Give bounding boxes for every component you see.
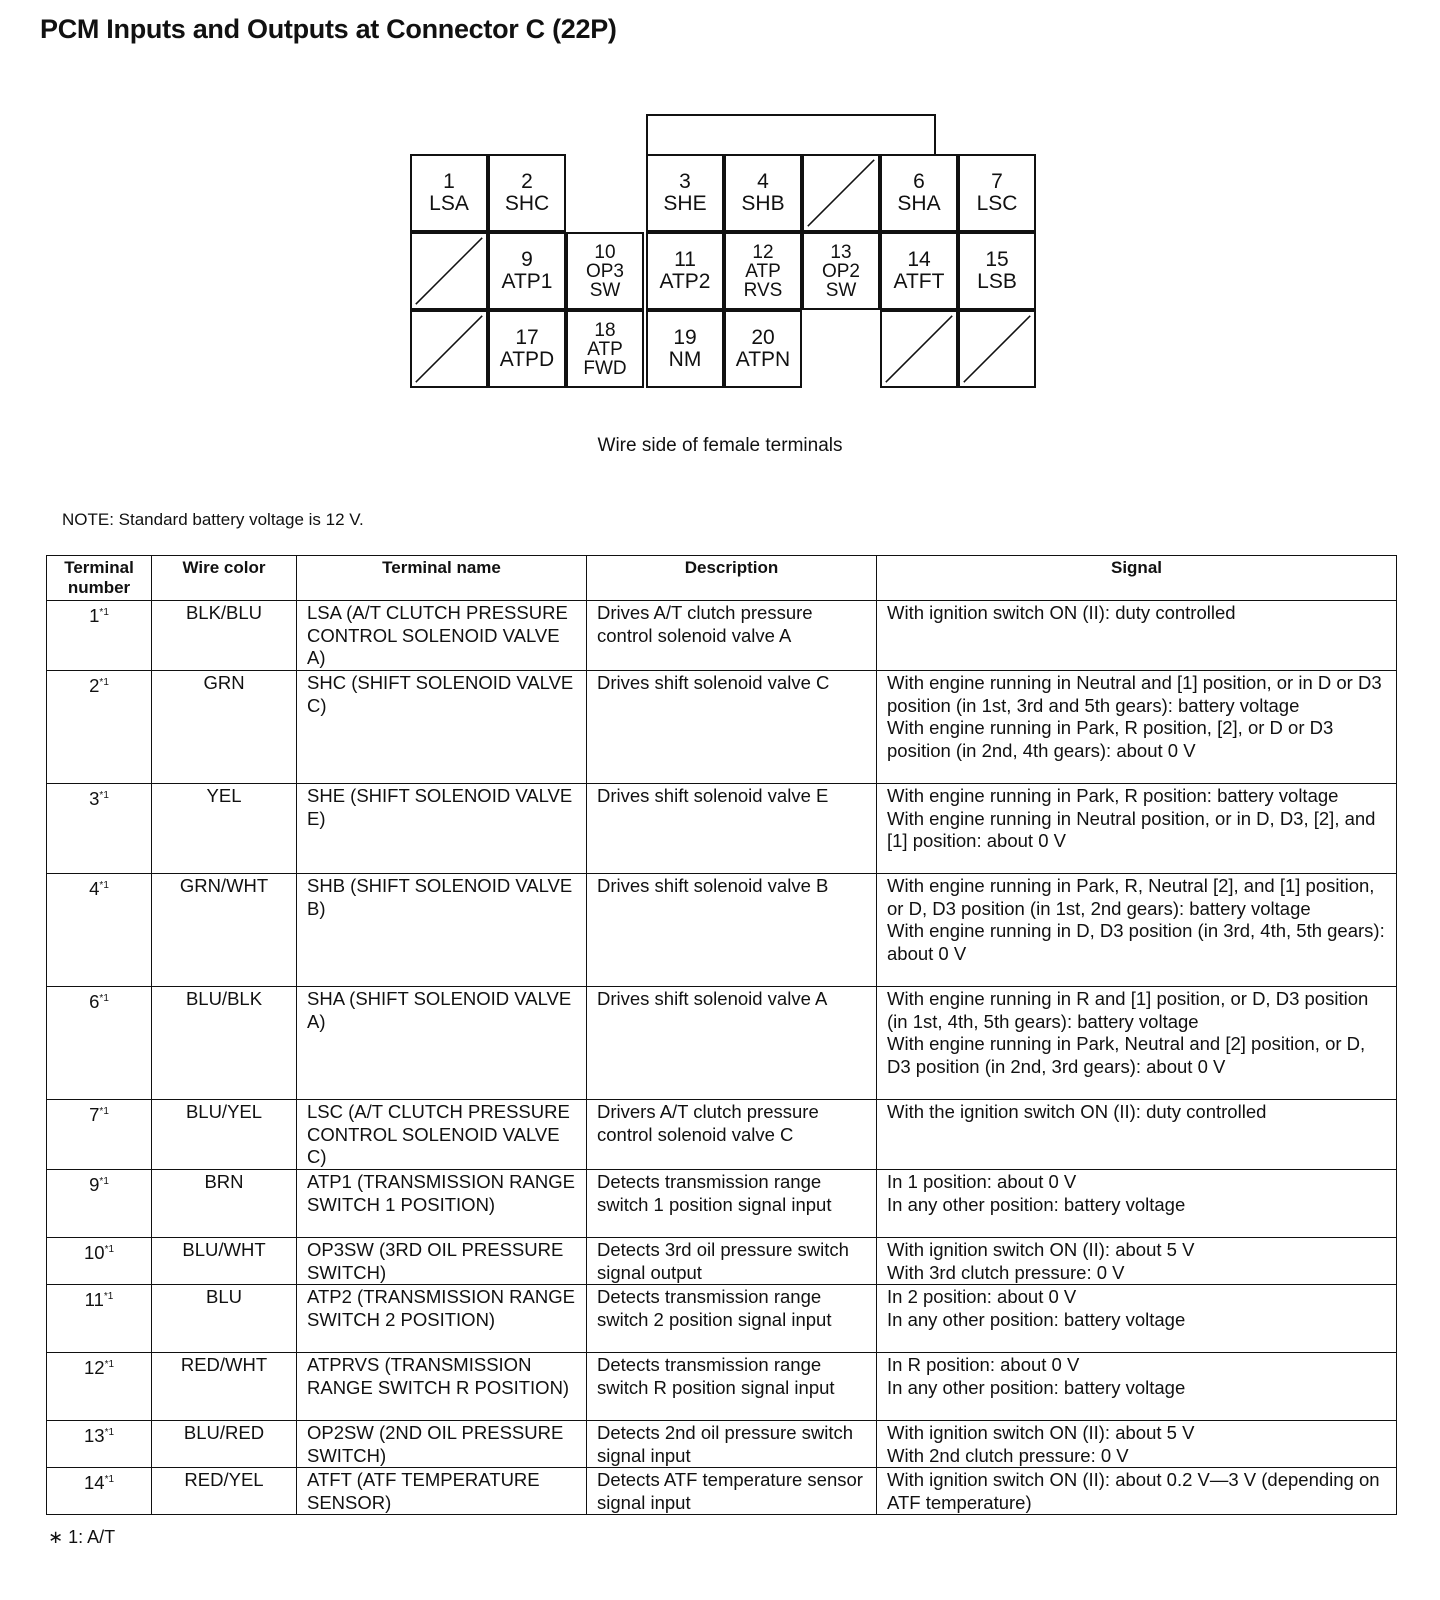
connector-terminal-7: [958, 154, 1036, 232]
terminal-label: LSA: [429, 192, 469, 215]
terminal-number: 17: [515, 326, 539, 349]
terminal-label: SHB: [741, 192, 785, 215]
signal-line: With engine running in Neutral position, or in D, D3, [2], and [1] position: about 0 V: [887, 807, 1376, 851]
terminal-number-cell: [47, 1468, 152, 1515]
table-row: [47, 1421, 1397, 1468]
voltage-note: NOTE: Standard battery voltage is 12 V.: [62, 510, 364, 529]
connector-terminal-6: [880, 154, 958, 232]
connector-terminal-17: [488, 310, 566, 388]
description-cell: Drives shift solenoid valve C: [587, 671, 877, 784]
terminal-label-line2: SW: [589, 279, 621, 301]
description-cell: Detects transmission range switch 1 position signal input: [587, 1170, 877, 1238]
footnote-mark: *1: [99, 607, 109, 618]
terminal-label: OP2: [821, 260, 861, 282]
table-row: [47, 874, 1397, 987]
connector-terminal-18: [566, 310, 644, 388]
table-row: [47, 1100, 1397, 1170]
footnote-mark: *1: [99, 880, 109, 891]
empty-cavity-slash-icon: [804, 156, 878, 230]
terminal-label: LSB: [977, 270, 1017, 293]
footnote-mark: *1: [104, 1427, 115, 1438]
description-cell: Drivers A/T clutch pressure control solenoid valve C: [587, 1100, 877, 1170]
connector-diagram: [410, 114, 1042, 394]
connector-terminal-19: [646, 310, 724, 388]
footnote-mark: *1: [99, 677, 109, 688]
terminal-number: 13: [830, 241, 852, 263]
connector-terminal-4: [724, 154, 802, 232]
signal-line: With ignition switch ON (II): about 5 V: [887, 1422, 1195, 1443]
table-row: [47, 987, 1397, 1100]
connector-empty-cavity: [410, 232, 488, 310]
terminal-name-cell: SHA (SHIFT SOLENOID VALVE A): [297, 987, 587, 1100]
description-cell: Drives shift solenoid valve B: [587, 874, 877, 987]
connector-terminal-2: [488, 154, 566, 232]
terminal-number: 2: [89, 675, 100, 697]
connector-empty-cavity: [802, 154, 880, 232]
footnote-mark: *1: [99, 790, 109, 801]
terminal-label: OP3: [585, 260, 625, 282]
terminal-label: LSC: [976, 192, 1018, 215]
terminal-label: SHE: [663, 192, 707, 215]
terminal-number-cell: [47, 784, 152, 874]
signal-cell: [877, 1100, 1397, 1170]
wire-color-cell: YEL: [152, 784, 297, 874]
signal-line: In 2 position: about 0 V: [887, 1286, 1077, 1307]
connector-terminal-9: [488, 232, 566, 310]
terminal-number: 19: [673, 326, 697, 349]
terminal-name-cell: ATP2 (TRANSMISSION RANGE SWITCH 2 POSITION): [297, 1285, 587, 1353]
connector-terminal-20: [724, 310, 802, 388]
terminal-number: 10: [594, 241, 616, 263]
page-title: PCM Inputs and Outputs at Connector C (22P): [40, 14, 617, 44]
signal-line: With 2nd clutch pressure: 0 V: [887, 1444, 1129, 1466]
signal-line: With engine running in R and [1] position, or D, D3 position (in 1st, 4th, 5th gears): battery voltage: [887, 988, 1369, 1032]
terminal-number-cell: [47, 1353, 152, 1421]
connector-empty-cavity: [880, 310, 958, 388]
connector-terminal-13: [802, 232, 880, 310]
terminal-number: 11: [84, 1289, 104, 1311]
terminal-number: 12: [752, 241, 774, 263]
wire-color-cell: BLU/YEL: [152, 1100, 297, 1170]
signal-line: With the ignition switch ON (II): duty controlled: [887, 1101, 1267, 1122]
signal-cell: [877, 784, 1397, 874]
terminal-number-cell: [47, 671, 152, 784]
table-row: [47, 1468, 1397, 1515]
terminal-number-cell: [47, 601, 152, 671]
wire-color-cell: GRN/WHT: [152, 874, 297, 987]
terminal-name-cell: SHE (SHIFT SOLENOID VALVE E): [297, 784, 587, 874]
footnote-mark: *1: [99, 1106, 109, 1117]
connector-latch: [646, 114, 936, 156]
terminal-number: 11: [674, 248, 696, 271]
signal-line: In 1 position: about 0 V: [887, 1171, 1077, 1192]
terminal-name-cell: OP2SW (2ND OIL PRESSURE SWITCH): [297, 1421, 587, 1468]
terminal-number: 14: [907, 248, 931, 271]
connector-empty-cavity: [958, 310, 1036, 388]
empty-cavity-slash-icon: [412, 312, 486, 386]
signal-cell: [877, 874, 1397, 987]
wire-color-cell: BRN: [152, 1170, 297, 1238]
wire-color-cell: RED/WHT: [152, 1353, 297, 1421]
connector-terminal-14: [880, 232, 958, 310]
terminal-name-cell: OP3SW (3RD OIL PRESSURE SWITCH): [297, 1238, 587, 1285]
terminal-number-cell: [47, 1421, 152, 1468]
signal-cell: [877, 1353, 1397, 1421]
terminal-name-cell: ATPRVS (TRANSMISSION RANGE SWITCH R POSITION): [297, 1353, 587, 1421]
signal-line: In any other position: battery voltage: [887, 1376, 1186, 1398]
terminal-number: 4: [757, 170, 769, 193]
footnote-mark: *1: [99, 993, 109, 1004]
connector-terminal-11: [646, 232, 724, 310]
connector-terminal-15: [958, 232, 1036, 310]
connector-terminal-1: [410, 154, 488, 232]
footnote-mark: *1: [103, 1291, 114, 1302]
terminal-number: 14: [83, 1472, 105, 1494]
table-row: [47, 671, 1397, 784]
description-cell: Detects 2nd oil pressure switch signal input: [587, 1421, 877, 1468]
terminal-number-cell: [47, 1100, 152, 1170]
table-row: [47, 784, 1397, 874]
signal-line: With engine running in Park, R position: battery voltage: [887, 785, 1339, 806]
terminal-number: 20: [751, 326, 775, 349]
empty-cavity-slash-icon: [882, 312, 956, 386]
wire-color-cell: BLU/BLK: [152, 987, 297, 1100]
empty-cavity-slash-icon: [412, 234, 486, 308]
header-wire-color: Wire color: [152, 556, 297, 601]
terminal-number: 6: [913, 170, 925, 193]
terminal-name-cell: SHC (SHIFT SOLENOID VALVE C): [297, 671, 587, 784]
terminal-number: 9: [89, 1174, 100, 1196]
terminal-number-cell: [47, 1285, 152, 1353]
terminal-label: ATP2: [659, 270, 711, 293]
description-cell: Detects 3rd oil pressure switch signal output: [587, 1238, 877, 1285]
terminal-name-cell: LSC (A/T CLUTCH PRESSURE CONTROL SOLENOID VALVE C): [297, 1100, 587, 1170]
terminal-label: ATP1: [501, 270, 553, 293]
signal-line: In R position: about 0 V: [887, 1354, 1080, 1375]
wire-color-cell: BLU/RED: [152, 1421, 297, 1468]
description-cell: Drives A/T clutch pressure control solenoid valve A: [587, 601, 877, 671]
terminal-number: 1: [89, 605, 100, 627]
wire-color-cell: BLU/WHT: [152, 1238, 297, 1285]
terminal-number: 9: [521, 248, 533, 271]
signal-line: In any other position: battery voltage: [887, 1193, 1186, 1215]
terminal-label: NM: [668, 348, 702, 371]
terminal-label: SHC: [504, 192, 550, 215]
terminal-label-line2: FWD: [583, 357, 627, 379]
terminal-number: 1: [443, 170, 455, 193]
wire-color-cell: GRN: [152, 671, 297, 784]
table-row: [47, 1170, 1397, 1238]
connector-terminal-12: [724, 232, 802, 310]
terminal-label-line2: RVS: [743, 279, 783, 301]
wire-color-cell: BLU: [152, 1285, 297, 1353]
footnote: ∗ 1: A/T: [48, 1527, 116, 1547]
terminal-number: 13: [83, 1425, 105, 1447]
table-row: [47, 601, 1397, 671]
terminal-label-line2: SW: [825, 279, 857, 301]
wire-color-cell: BLK/BLU: [152, 601, 297, 671]
terminal-label: ATPN: [735, 348, 791, 371]
description-cell: Drives shift solenoid valve E: [587, 784, 877, 874]
footnote-mark: *1: [104, 1244, 115, 1255]
table-row: [47, 1353, 1397, 1421]
signal-line: With engine running in D, D3 position (in 3rd, 4th, 5th gears): about 0 V: [887, 920, 1385, 964]
signal-line: With engine running in Neutral and [1] position, or in D or D3 position (in 1st, 3rd and 5th gears): battery voltage: [887, 672, 1382, 716]
signal-cell: [877, 1285, 1397, 1353]
connector-terminal-10: [566, 232, 644, 310]
signal-line: With ignition switch ON (II): about 0.2 V—3 V (depending on ATF temperature): [887, 1469, 1380, 1513]
signal-cell: [877, 1170, 1397, 1238]
footnote-mark: *1: [104, 1474, 115, 1485]
signal-cell: [877, 1421, 1397, 1468]
terminal-number: 10: [83, 1242, 105, 1264]
table-row: [47, 1285, 1397, 1353]
signal-line: With ignition switch ON (II): about 5 V: [887, 1239, 1195, 1260]
description-cell: Drives shift solenoid valve A: [587, 987, 877, 1100]
empty-cavity-slash-icon: [960, 312, 1034, 386]
description-cell: Detects ATF temperature sensor signal input: [587, 1468, 877, 1515]
signal-line: With 3rd clutch pressure: 0 V: [887, 1261, 1125, 1283]
signal-line: With engine running in Park, R position, [2], or D or D3 position (in 2nd, 4th gears): about 0 V: [887, 717, 1334, 761]
terminal-number-cell: [47, 987, 152, 1100]
header-terminal-number: Terminal number: [47, 556, 152, 601]
connector-terminal-3: [646, 154, 724, 232]
terminal-label: ATP: [745, 260, 781, 282]
terminal-number-cell: [47, 1170, 152, 1238]
header-terminal-name: Terminal name: [297, 556, 587, 601]
description-cell: Detects transmission range switch 2 position signal input: [587, 1285, 877, 1353]
signal-cell: [877, 1468, 1397, 1515]
header-signal: Signal: [877, 556, 1397, 601]
terminal-name-cell: ATP1 (TRANSMISSION RANGE SWITCH 1 POSITION): [297, 1170, 587, 1238]
terminal-number-cell: [47, 874, 152, 987]
terminal-name-cell: LSA (A/T CLUTCH PRESSURE CONTROL SOLENOID VALVE A): [297, 601, 587, 671]
header-description: Description: [587, 556, 877, 601]
terminal-label: ATPD: [499, 348, 555, 371]
signal-cell: [877, 601, 1397, 671]
terminal-number: 7: [991, 170, 1003, 193]
terminal-number: 3: [89, 788, 100, 810]
terminal-number: 18: [594, 319, 616, 341]
table-row: [47, 1238, 1397, 1285]
terminal-name-cell: SHB (SHIFT SOLENOID VALVE B): [297, 874, 587, 987]
terminal-number-cell: [47, 1238, 152, 1285]
footnote-mark: *1: [104, 1359, 115, 1370]
signal-line: With engine running in Park, Neutral and [2] position, or D, D3 position (in 2nd, 3rd gears): about 0 V: [887, 1033, 1366, 1077]
signal-line: In any other position: battery voltage: [887, 1308, 1186, 1330]
signal-cell: [877, 1238, 1397, 1285]
terminal-number: 2: [521, 170, 533, 193]
terminal-number: 15: [985, 248, 1009, 271]
terminal-table: [46, 555, 1397, 1515]
terminal-label: ATP: [587, 338, 623, 360]
terminal-name-cell: ATFT (ATF TEMPERATURE SENSOR): [297, 1468, 587, 1515]
footnote-mark: *1: [99, 1176, 109, 1187]
signal-cell: [877, 987, 1397, 1100]
description-cell: Detects transmission range switch R position signal input: [587, 1353, 877, 1421]
signal-line: With engine running in Park, R, Neutral [2], and [1] position, or D, D3 position (in 1st, 2nd gears): battery voltage: [887, 875, 1375, 919]
terminal-number: 12: [83, 1357, 105, 1379]
terminal-number: 7: [89, 1104, 100, 1126]
terminal-label: ATFT: [893, 270, 945, 293]
diagram-caption: Wire side of female terminals: [597, 435, 843, 456]
signal-cell: [877, 671, 1397, 784]
terminal-number: 6: [89, 991, 100, 1013]
terminal-number: 3: [679, 170, 691, 193]
table-header-row: [47, 556, 1397, 601]
connector-empty-cavity: [410, 310, 488, 388]
terminal-number: 4: [89, 878, 100, 900]
terminal-label: SHA: [897, 192, 941, 215]
signal-line: With ignition switch ON (II): duty controlled: [887, 602, 1236, 623]
wire-color-cell: RED/YEL: [152, 1468, 297, 1515]
